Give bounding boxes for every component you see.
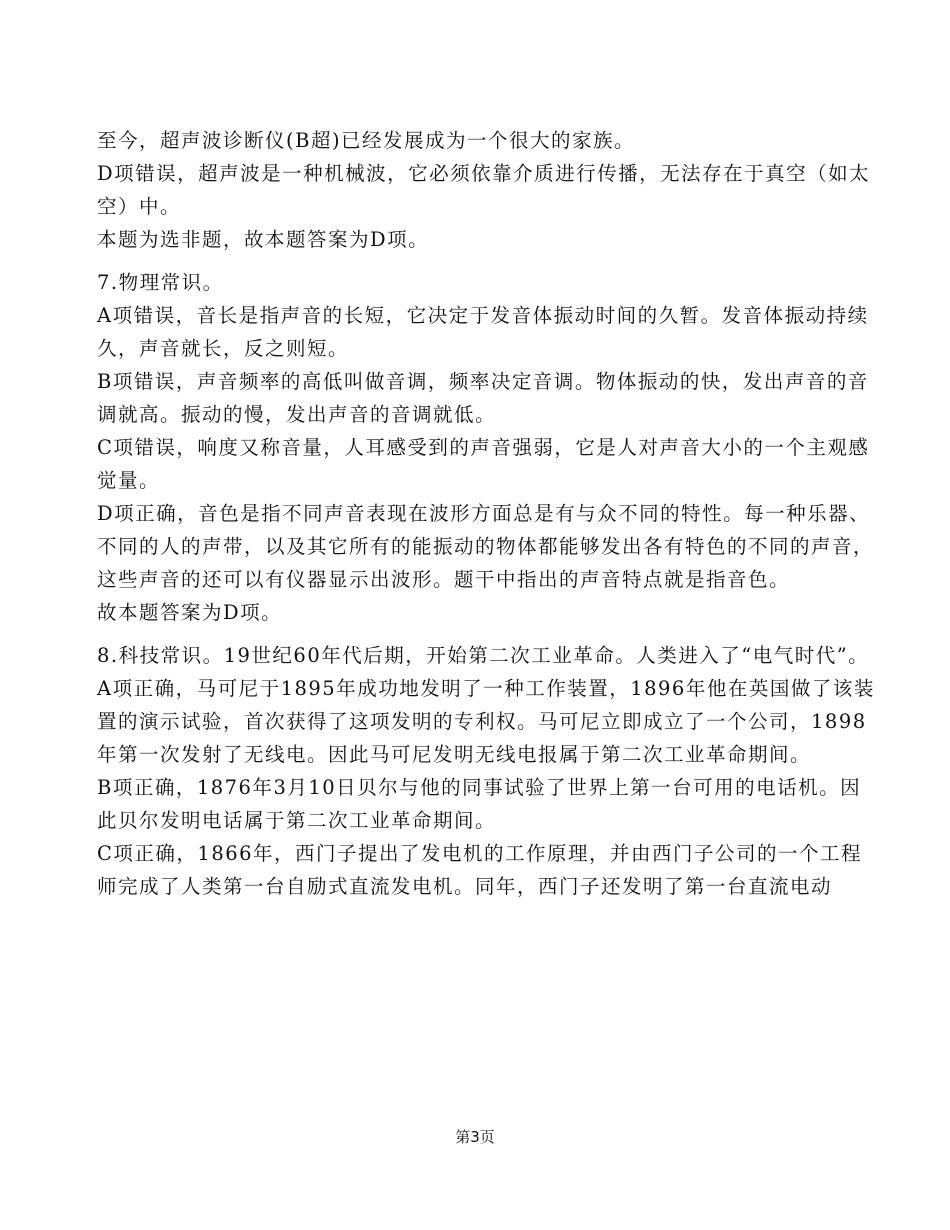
paragraph: 故本题答案为D项。 — [97, 601, 283, 624]
paragraph: C项错误，响度又称音量，人耳感受到的声音强弱，它是人对声音大小的一个主观感觉量。 — [97, 436, 870, 492]
document-body — [97, 124, 877, 903]
question-heading: 7.物理常识。 — [97, 271, 224, 294]
paragraph: B项错误，声音频率的高低叫做音调，频率决定音调。物体振动的快，发出声音的音调就高。振动的慢，发出声音的音调就低。 — [97, 370, 869, 426]
paragraph: 至今，超声波诊断仪(B超)已经发展成为一个很大的家族。 — [97, 129, 636, 152]
paragraph: D项错误，超声波是一种机械波，它必须依靠介质进行传播，无法存在于真空（如太空）中。 — [97, 162, 871, 218]
question-heading: 8.科技常识。19世纪60年代后期，开始第二次工业革命。人类进入了“电气时代”。 — [97, 644, 870, 667]
paragraph: B项正确，1876年3月10日贝尔与他的同事试验了世界上第一台可用的电话机。因此贝尔发明电话属于第二次工业革命期间。 — [97, 776, 862, 832]
page-number: 第3页 — [455, 1128, 495, 1146]
paragraph: D项正确，音色是指不同声音表现在波形方面总是有与众不同的特性。每一种乐器、不同的人的声带，以及其它所有的能振动的物体都能够发出各有特色的不同的声音，这些声音的还可以有仪器显示出波形。题干中指出的声音特点就是指音色。 — [97, 502, 875, 591]
paragraph: A项正确，马可尼于1895年成功地发明了一种工作装置，1896年他在英国做了该装置的演示试验，首次获得了这项发明的专利权。马可尼立即成立了一个公司，1898年第一次发射了无线电。因此马可尼发明无线电报属于第二次工业革命期间。 — [97, 677, 875, 766]
paragraph: A项错误，音长是指声音的长短，它决定于发音体振动时间的久暂。发音体振动持续久，声音就长，反之则短。 — [97, 304, 869, 360]
paragraph: C项正确，1866年，西门子提出了发电机的工作原理，并由西门子公司的一个工程师完成了人类第一台自励式直流发电机。同年，西门子还发明了第一台直流电动 — [97, 842, 863, 898]
paragraph: 本题为选非题，故本题答案为D项。 — [97, 228, 430, 251]
